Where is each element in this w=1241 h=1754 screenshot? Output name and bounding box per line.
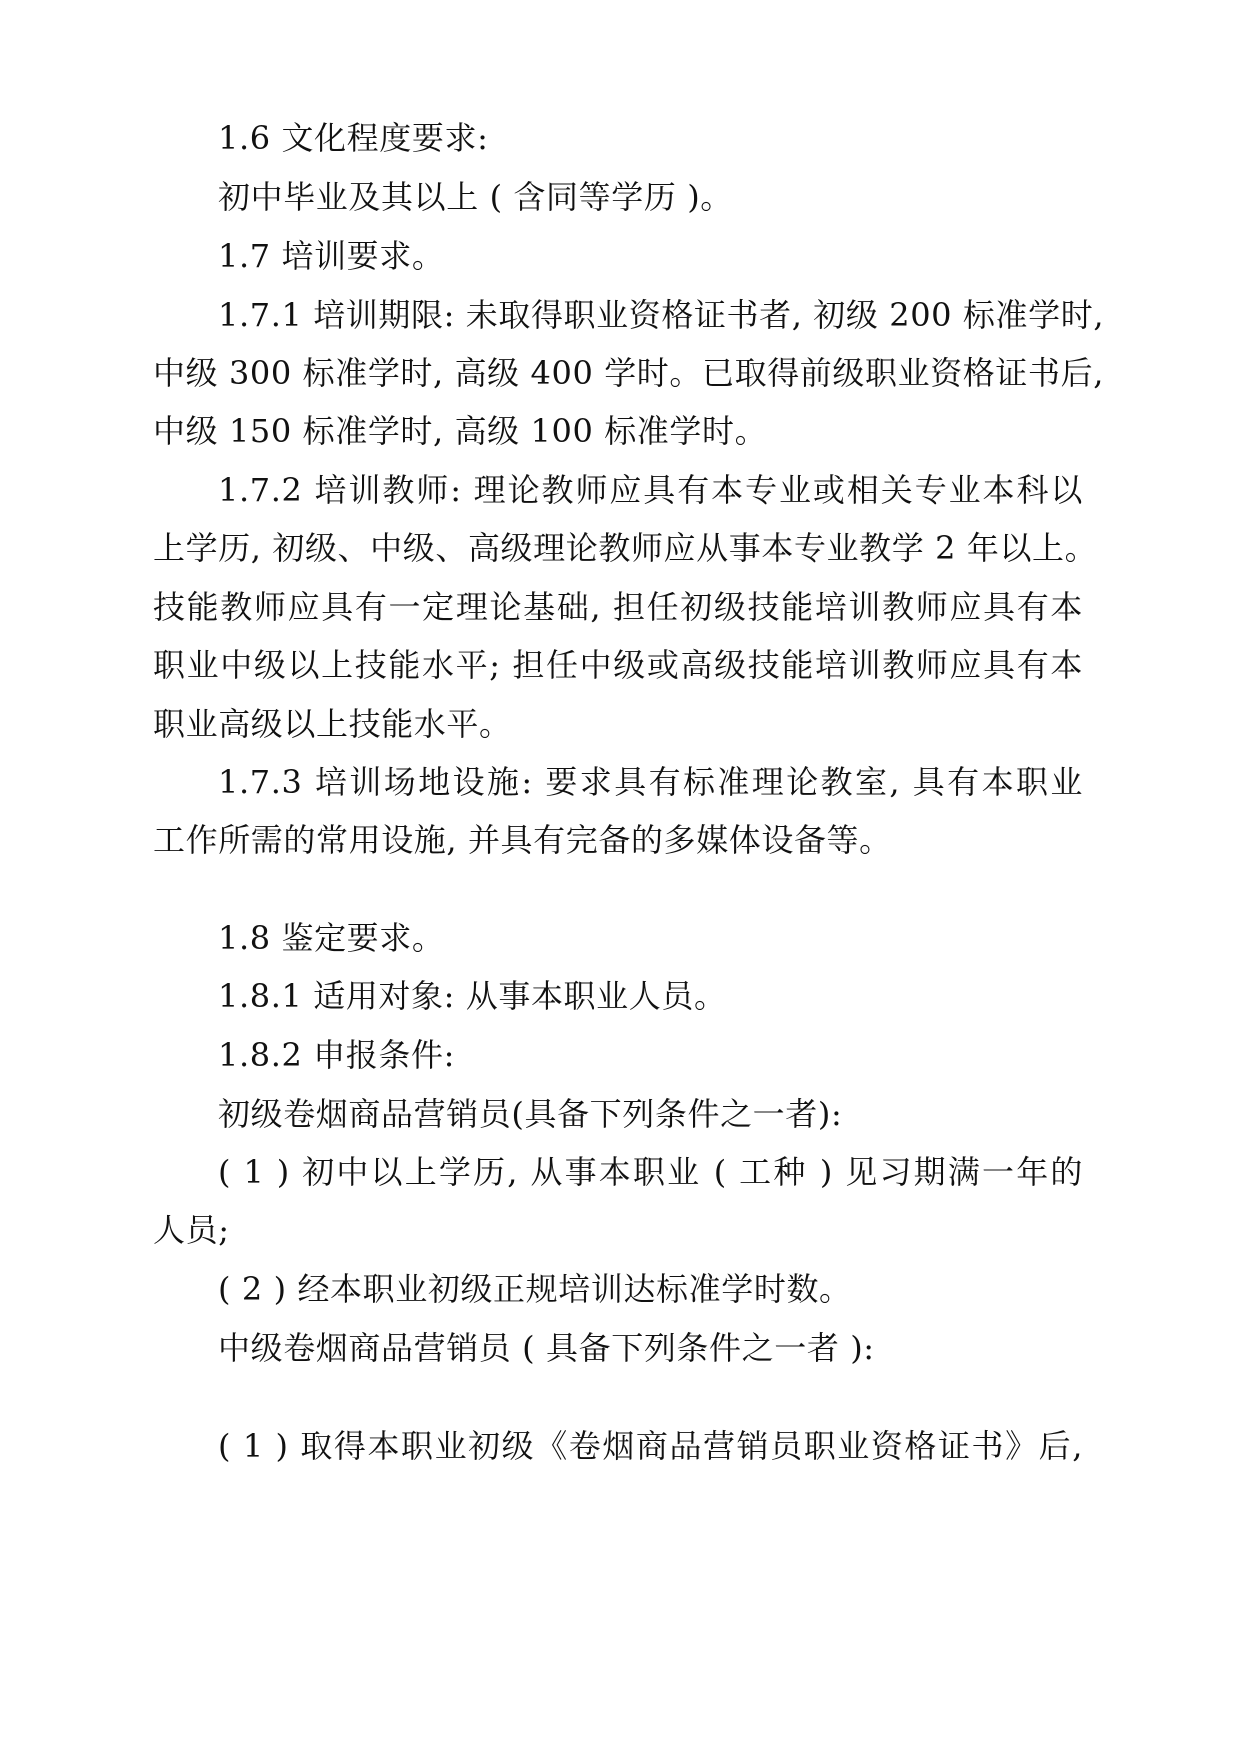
paragraph-line: 中级 300 标准学时, 高级 400 学时。已取得前级职业资格证书后, <box>153 354 1104 392</box>
paragraph-line: 初中毕业及其以上 ( 含同等学历 )。 <box>218 178 733 216</box>
section-heading-1-7: 1.7 培训要求。 <box>218 237 445 275</box>
paragraph-line: 1.8.1 适用对象: 从事本职业人员。 <box>218 977 727 1015</box>
paragraph-line: 人员; <box>153 1211 230 1249</box>
section-heading-1-8: 1.8 鉴定要求。 <box>218 919 445 957</box>
paragraph-line: 初级卷烟商品营销员(具备下列条件之一者): <box>218 1095 843 1133</box>
paragraph-line: ( 1 ) 取得本职业初级《卷烟商品营销员职业资格证书》后, <box>218 1427 1083 1465</box>
paragraph-line: 1.7.2 培训教师: 理论教师应具有本专业或相关专业本科以 <box>218 471 1083 509</box>
paragraph-line: 1.7.3 培训场地设施: 要求具有标准理论教室, 具有本职业 <box>218 763 1083 801</box>
paragraph-line: 中级卷烟商品营销员 ( 具备下列条件之一者 ): <box>218 1329 875 1367</box>
paragraph-line: 1.7.1 培训期限: 未取得职业资格证书者, 初级 200 标准学时, <box>218 296 1105 334</box>
paragraph-line: 中级 150 标准学时, 高级 100 标准学时。 <box>153 412 768 450</box>
paragraph-line: ( 1 ) 初中以上学历, 从事本职业 ( 工种 ) 见习期满一年的 <box>218 1153 1083 1191</box>
paragraph-line: 上学历, 初级、中级、高级理论教师应从事本专业教学 2 年以上。 <box>153 529 1098 567</box>
paragraph-line: 职业中级以上技能水平; 担任中级或高级技能培训教师应具有本 <box>153 646 1083 684</box>
paragraph-line: ( 2 ) 经本职业初级正规培训达标准学时数。 <box>218 1270 852 1308</box>
paragraph-line: 职业高级以上技能水平。 <box>153 705 512 743</box>
paragraph-line: 工作所需的常用设施, 并具有完备的多媒体设备等。 <box>153 821 892 859</box>
paragraph-line: 1.8.2 申报条件: <box>218 1036 455 1074</box>
paragraph-line: 技能教师应具有一定理论基础, 担任初级技能培训教师应具有本 <box>153 588 1083 626</box>
section-heading-1-6: 1.6 文化程度要求: <box>218 119 489 157</box>
